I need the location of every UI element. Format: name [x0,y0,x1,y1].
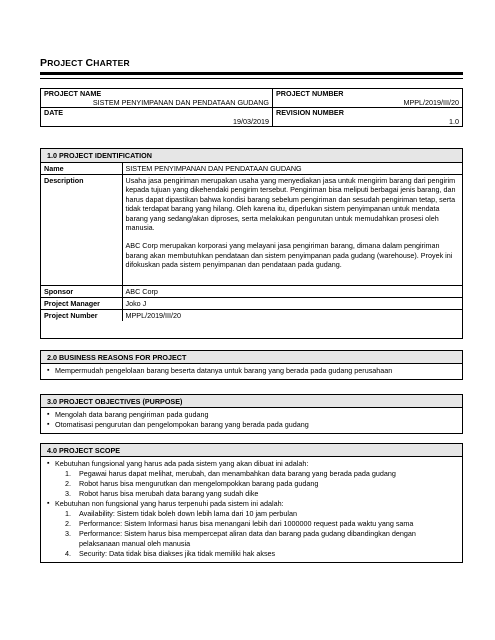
revision-label: REVISION NUMBER [276,108,344,117]
project-scope-section [40,443,463,563]
business-reasons-list [41,364,462,379]
list-item: ▪ Mempermudah pengelolaan barang beserta datanya untuk barang yang berada pada gudang perusahaan [55,366,456,376]
project-objectives-heading: 3.0 PROJECT OBJECTIVES (PURPOSE) [41,395,462,408]
functional-requirements [55,469,456,499]
sponsor-label: Sponsor [41,286,122,298]
functional-intro: ▪ Kebutuhan fungsional yang harus ada pada sistem yang akan dibuat ini adalah: 1. Pegawai harus dapat melihat, merubah, dan menambahkan data barang yang berada pada gudang 2. Robot harus bisa mengurutkan dan mengelompokkan barang pada gudang 3. Robot harus bisa merubah data barang yang sudah dike [55,459,456,499]
nonfunctional-requirements [55,509,456,559]
date-label: DATE [44,108,64,117]
list-item: 2. Performance: Sistem Informasi harus bisa menangani lebih dari 1000000 request pada waktu yang sama [65,519,414,528]
project-manager-value: Joko J [122,298,462,310]
name-label: Name [41,163,122,175]
project-number-cell [273,89,463,108]
project-manager-label: Project Manager [41,298,122,310]
title-rule-thin [40,78,463,79]
nonfunctional-intro: ▪ Kebutuhan non fungsional yang harus terpenuhi pada sistem ini adalah: 1. Availability: Sistem tidak boleh down lebih lama dari 10 jam perbulan 2. Performance: Sistem Informasi harus bisa menangani lebih dari 1000000 request pada waktu yang sama 3. Performance: Sistem harus bisa mempercepat aliran data dan barang pada gudang dibandingkan dengan pelaksanaan manual oleh manusia 4. Security: Data tidak bisa diakses jika tidak memiliki hak akses [55,499,456,559]
date-value: 19/03/2019 [233,117,269,126]
description-paragraph-2: ABC Corp merupakan korporasi yang melayani jasa pengiriman barang, dimana dalam pengiriman barang akan membutuhkan pendataan dan sistem penyimpanan pada gudang (warehouse). Proyek ini difokuskan pada sistem penyimpanan dan pendataan pada gudang. [125,241,453,270]
title-rule-thick [40,72,463,75]
list-item: 2. Robot harus bisa mengurutkan dan mengelompokkan barang pada gudang [65,479,319,488]
business-reasons-section [40,350,463,380]
project-identification-section [40,148,463,339]
project-name-cell [41,89,273,108]
revision-value: 1.0 [449,117,459,126]
page-title: PROJECT CHARTER [40,57,130,69]
identification-table [41,149,462,321]
identification-heading: 1.0 PROJECT IDENTIFICATION [41,149,462,163]
list-item: 4. Security: Data tidak bisa diakses jika tidak memiliki hak akses [65,549,276,558]
project-scope-list [41,457,462,562]
project-scope-heading: 4.0 PROJECT SCOPE [41,444,462,457]
project-name-value: SISTEM PENYIMPANAN DAN PENDATAAN GUDANG [92,98,269,107]
project-number-row-value: MPPL/2019/III/20 [122,310,462,322]
list-item: 3. Performance: Sistem harus bisa mempercepat aliran data dan barang pada gudang dibandingkan dengan pelaksanaan manual oleh manusia [65,529,416,548]
list-item: 3. Robot harus bisa merubah data barang yang sudah dike [65,489,259,498]
revision-cell [273,108,463,127]
list-item: 1. Availability: Sistem tidak boleh down lebih lama dari 10 jam perbulan [65,509,298,518]
list-item: ▪ Otomatisasi pengurutan dan pengelompokan barang yang berada pada gudang [55,420,456,430]
business-reasons-heading: 2.0 BUSINESS REASONS FOR PROJECT [41,351,462,364]
project-number-label: PROJECT NUMBER [276,89,344,98]
description-paragraph-1: Usaha jasa pengiriman merupakan usaha yang menyediakan jasa untuk mengirim barang dari pengirim kepada tujuan yang dikehendaki pengirim tersebut. Pengiriman bisa meliputi berbagai jenis barang, dan harus dapat dipastikan bahwa kondisi barang sebelum pengiriman dan sesudah pengiriman tetap, serta tidak terdapat barang yang hilang. Oleh karena itu, diperlukan sistem penyimpanan untuk mendata barang yang sedang/akan diproses, serta melakukan pengurutan untuk memudahkan prosesi oleh manusia. [125,176,456,233]
description-value [122,175,462,286]
project-objectives-section [40,394,463,434]
project-number-value: MPPL/2019/III/20 [403,98,459,107]
project-name-label: PROJECT NAME [44,89,102,98]
description-label: Description [41,175,122,286]
project-objectives-list [41,408,462,433]
header-table [40,88,463,127]
project-number-row-label: Project Number [41,310,122,322]
list-item: 1. Pegawai harus dapat melihat, merubah, dan menambahkan data barang yang berada pada gudang [65,469,396,478]
date-cell [41,108,273,127]
list-item: ▪ Mengolah data barang pengiriman pada gudang [55,410,456,420]
sponsor-value: ABC Corp [122,286,462,298]
name-value: SISTEM PENYIMPANAN DAN PENDATAAN GUDANG [122,163,462,175]
